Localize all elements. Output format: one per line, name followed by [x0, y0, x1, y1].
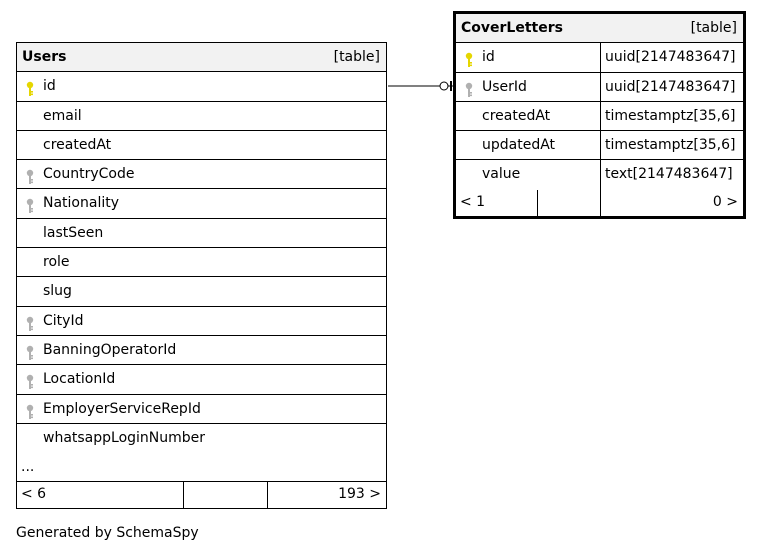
column-divider: [600, 131, 601, 159]
coverletters-table-footer: [456, 190, 743, 216]
coverletters-table-kind: [table]: [690, 20, 737, 36]
column-row[interactable]: [17, 248, 386, 277]
users-table-kind: [table]: [333, 49, 380, 65]
coverletters-table[interactable]: [453, 11, 746, 219]
column-row[interactable]: [17, 189, 386, 218]
column-row[interactable]: [456, 131, 743, 160]
column-row[interactable]: [17, 219, 386, 248]
column-row[interactable]: [17, 160, 386, 189]
users-table-name: Users: [22, 49, 67, 65]
primary-key-icon: [464, 50, 474, 66]
users-more-columns: [17, 453, 386, 482]
column-name: whatsappLoginNumber: [43, 429, 206, 446]
footer-divider: [600, 190, 601, 216]
ellipsis: ...: [21, 459, 35, 476]
column-row[interactable]: [17, 277, 386, 306]
column-type: timestamptz[35,6]: [605, 107, 736, 124]
column-name: id: [482, 49, 495, 66]
column-row[interactable]: [456, 160, 743, 189]
users-parents-count[interactable]: < 6: [21, 486, 47, 503]
column-name: CountryCode: [43, 166, 135, 183]
generated-by-footer: Generated by SchemaSpy: [16, 525, 199, 541]
column-row[interactable]: [17, 72, 386, 101]
column-name: lastSeen: [43, 224, 104, 241]
coverletters-table-header[interactable]: [456, 14, 743, 43]
column-name: LocationId: [43, 371, 116, 388]
footer-divider: [537, 190, 538, 216]
foreign-key-icon: [25, 343, 35, 359]
column-row[interactable]: [17, 424, 386, 453]
column-name: updatedAt: [482, 137, 556, 154]
foreign-key-icon: [25, 314, 35, 330]
column-divider: [600, 102, 601, 130]
foreign-key-icon: [25, 196, 35, 212]
zero-or-many-marker: [440, 82, 448, 90]
foreign-key-icon: [25, 402, 35, 418]
coverletters-children-count[interactable]: 0 >: [712, 193, 738, 210]
column-type: text[2147483647]: [605, 166, 733, 183]
column-row[interactable]: [17, 365, 386, 394]
column-type: uuid[2147483647]: [605, 78, 736, 95]
column-divider: [600, 160, 601, 189]
column-name: BanningOperatorId: [43, 341, 177, 358]
column-name: value: [482, 166, 521, 183]
column-name: slug: [43, 283, 72, 300]
column-name: role: [43, 254, 70, 271]
users-table-header[interactable]: [17, 43, 386, 72]
column-row[interactable]: [456, 73, 743, 102]
foreign-key-icon: [464, 80, 474, 96]
foreign-key-icon: [25, 372, 35, 388]
primary-key-icon: [25, 79, 35, 95]
column-type: timestamptz[35,6]: [605, 137, 736, 154]
column-name: createdAt: [482, 107, 551, 124]
coverletters-parents-count[interactable]: < 1: [460, 193, 486, 210]
column-name: Nationality: [43, 195, 120, 212]
column-divider: [600, 73, 601, 101]
column-divider: [600, 43, 601, 71]
column-name: CityId: [43, 312, 84, 329]
users-table[interactable]: [16, 42, 387, 509]
column-name: id: [43, 78, 56, 95]
users-children-count[interactable]: 193 >: [338, 486, 381, 503]
foreign-key-icon: [25, 167, 35, 183]
coverletters-table-name: CoverLetters: [461, 20, 563, 36]
footer-divider: [183, 482, 184, 508]
column-row[interactable]: [17, 131, 386, 160]
column-name: UserId: [482, 78, 527, 95]
users-table-footer: [17, 482, 386, 508]
column-row[interactable]: [17, 336, 386, 365]
footer-divider: [267, 482, 268, 508]
column-row[interactable]: [17, 102, 386, 131]
column-row[interactable]: [17, 307, 386, 336]
column-row[interactable]: [456, 102, 743, 131]
column-name: email: [43, 107, 82, 124]
column-row[interactable]: [456, 43, 743, 72]
column-name: EmployerServiceRepId: [43, 400, 201, 417]
column-name: createdAt: [43, 136, 112, 153]
column-row[interactable]: [17, 395, 386, 424]
column-type: uuid[2147483647]: [605, 49, 736, 66]
